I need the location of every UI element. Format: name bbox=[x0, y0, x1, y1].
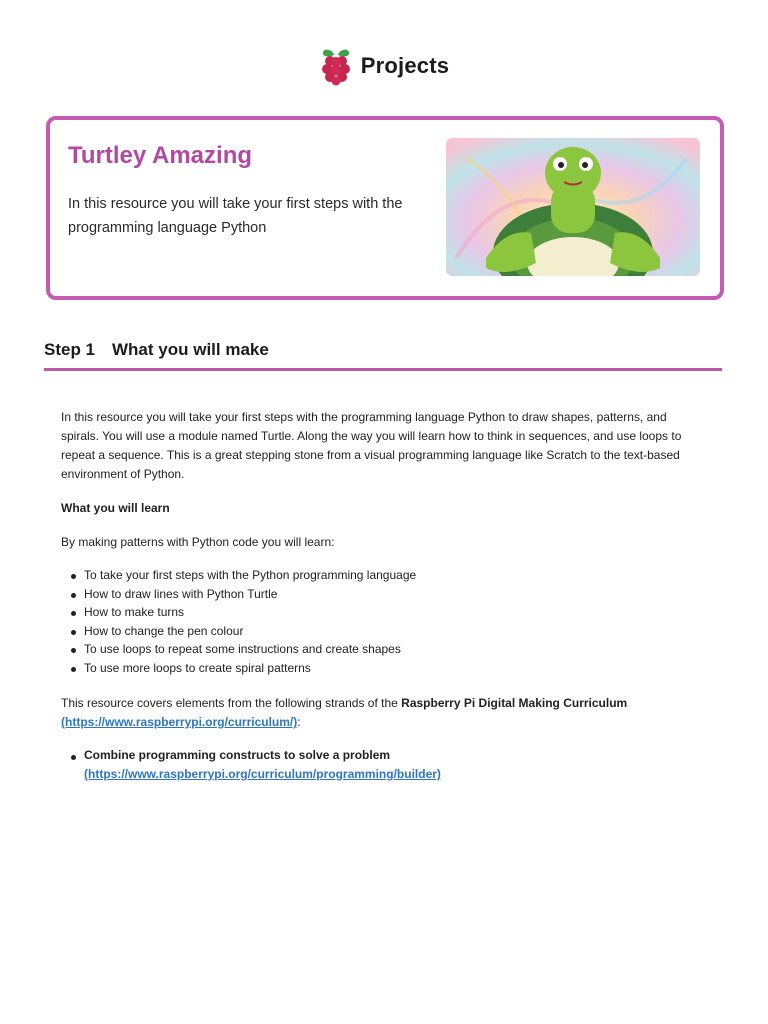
bullet-icon bbox=[71, 574, 76, 579]
bullet-icon bbox=[71, 755, 76, 760]
curriculum-link[interactable]: (https://www.raspberrypi.org/curriculum/) bbox=[61, 715, 298, 729]
strands-end: : bbox=[297, 715, 301, 729]
step-divider bbox=[44, 368, 722, 371]
learn-intro: By making patterns with Python code you will learn: bbox=[61, 535, 335, 549]
step-number: Step 1 bbox=[44, 340, 96, 359]
page-header bbox=[0, 44, 768, 88]
project-description: In this resource you will take your first steps with the programming language Python bbox=[68, 196, 403, 236]
list-item-text: To take your first steps with the Python programming language bbox=[84, 568, 417, 582]
list-item bbox=[61, 640, 416, 659]
intro-paragraph: In this resource you will take your first steps with the programming language Python to draw shapes, patterns, and spirals. You will use a module named Turtle. Along the way you will learn how to think in sequences, and use loops to repeat a sequence. This is a great stepping stone from a visual programming language like Scratch to the text-based environment of Python. bbox=[61, 410, 682, 481]
bullet-icon bbox=[71, 593, 76, 598]
bullet-icon bbox=[71, 611, 76, 616]
list-item bbox=[61, 603, 416, 622]
turtle-illustration-icon bbox=[446, 138, 700, 276]
raspberry-pi-logo-icon bbox=[319, 46, 353, 86]
learn-heading: What you will learn bbox=[61, 501, 170, 515]
curriculum-item bbox=[61, 746, 707, 784]
learn-list bbox=[61, 566, 416, 678]
list-item bbox=[61, 566, 416, 585]
bullet-icon bbox=[71, 648, 76, 653]
strands-paragraph bbox=[61, 694, 707, 732]
curriculum-name: Raspberry Pi Digital Making Curriculum bbox=[401, 696, 628, 710]
bullet-icon bbox=[71, 667, 76, 672]
list-item-text: How to draw lines with Python Turtle bbox=[84, 586, 278, 601]
step-title: What you will make bbox=[112, 340, 269, 359]
list-item bbox=[61, 585, 416, 604]
list-item bbox=[61, 622, 416, 641]
strands-text: This resource covers elements from the following strands of the bbox=[61, 696, 402, 710]
curriculum-item-text bbox=[61, 746, 707, 784]
site-title: Projects bbox=[360, 53, 450, 78]
project-card bbox=[46, 116, 724, 300]
list-item-text: How to make turns bbox=[84, 605, 185, 620]
list-item-text: How to change the pen colour bbox=[84, 623, 244, 638]
curriculum-item-link[interactable]: (https://www.raspberrypi.org/curriculum/programming/builder) bbox=[84, 767, 441, 781]
bullet-icon bbox=[71, 630, 76, 635]
list-item-text: To use loops to repeat some instructions and create shapes bbox=[84, 642, 401, 657]
list-item-text: To use more loops to create spiral patterns bbox=[84, 660, 311, 675]
project-title: Turtley Amazing bbox=[68, 142, 253, 169]
step-heading bbox=[44, 338, 722, 368]
list-item bbox=[61, 659, 416, 678]
curriculum-item-label: Combine programming constructs to solve a problem bbox=[84, 748, 391, 762]
